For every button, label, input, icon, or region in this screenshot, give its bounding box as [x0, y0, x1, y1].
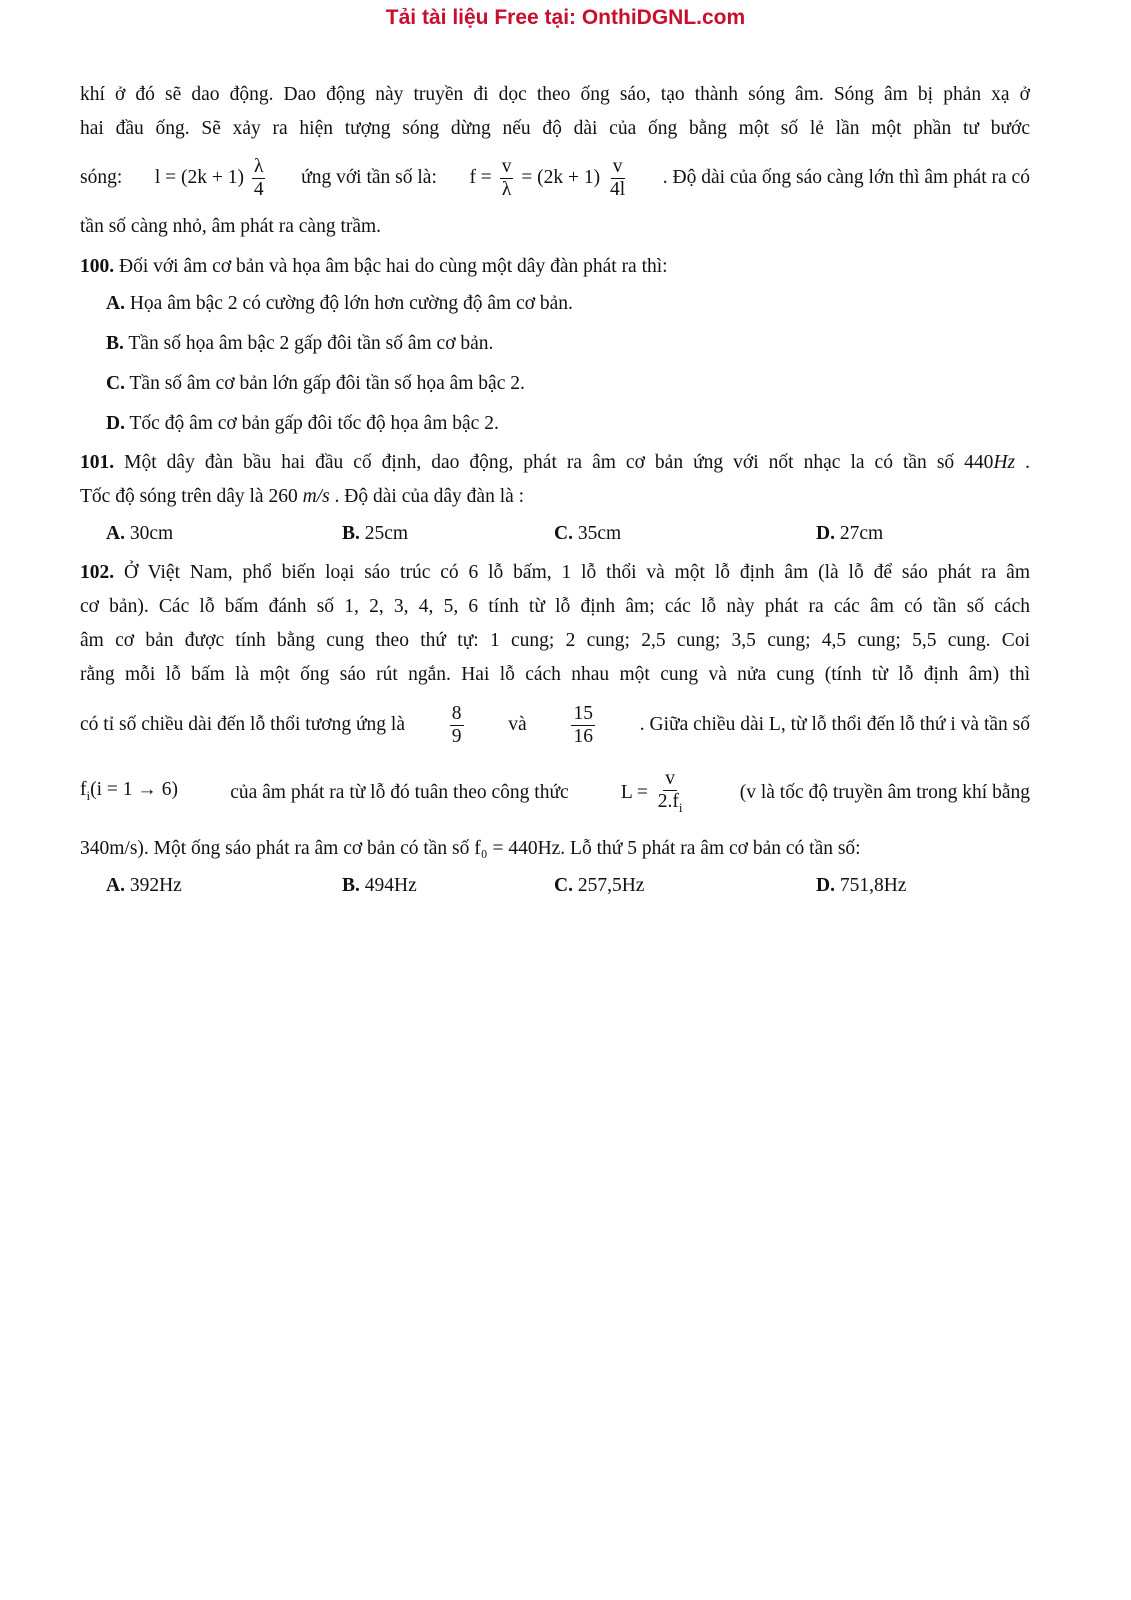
question-102-line-4: rằng mỗi lỗ bấm là một ống sáo rút ngắn. Hai lỗ cách nhau một cung và nửa cung (tính từ lỗ định âm) thì: [80, 664, 1030, 685]
question-102-line-3: âm cơ bản được tính bằng cung theo thứ tự: 1 cung; 2 cung; 2,5 cung; 3,5 cung; 4,5 cung; 5,5 cung. Coi: [80, 630, 1030, 651]
answer-option-b[interactable]: [342, 866, 554, 906]
line-6-text-a: của âm phát ra từ lỗ đó tuân theo công thức: [230, 782, 569, 803]
answer-option-a[interactable]: [80, 284, 1030, 324]
formula-mid-text: ứng với tần số là:: [301, 167, 437, 188]
line-5-and: và: [508, 714, 527, 735]
answer-option-d[interactable]: [80, 404, 1030, 444]
question-102-line-2: cơ bản). Các lỗ bấm đánh số 1, 2, 3, 4, 5, 6 tính từ lỗ định âm; các lỗ này phát ra các âm có tần số cách: [80, 596, 1030, 617]
fraction-numerator: 15: [573, 702, 593, 724]
frequency-fi: [80, 773, 178, 813]
formula-length: [155, 156, 269, 201]
formula-length-left: l = (2k + 1): [154, 166, 244, 188]
fraction-v-4l: [608, 156, 627, 201]
option-label: A.: [106, 875, 125, 896]
fraction-denominator: λ: [501, 178, 512, 200]
unit-hz: Hz: [993, 452, 1016, 473]
question-number: 101.: [80, 452, 115, 473]
answer-option-b[interactable]: [80, 324, 1030, 364]
question-text-b: Tốc độ sóng trên dây là 260: [80, 486, 303, 507]
unit-ms: m/s: [302, 486, 330, 507]
answer-option-d[interactable]: [816, 514, 1016, 554]
option-label: B.: [106, 333, 124, 354]
intro-formula-line: [80, 146, 1030, 210]
question-102-line-5: [80, 692, 1030, 758]
fraction-v-lambda: [500, 156, 514, 201]
question-101: [80, 446, 1030, 480]
fraction-8-9: [450, 703, 464, 748]
fraction-15-16: [571, 703, 595, 748]
answer-option-a[interactable]: [106, 866, 342, 906]
intro-line-4: tần số càng nhỏ, âm phát ra càng trầm.: [80, 216, 382, 237]
fraction-denominator: [656, 791, 685, 819]
question-text-a: Một dây đàn bầu hai đầu cố định, dao động, phát ra âm cơ bản ứng với nốt nhạc la có tần số 440: [124, 452, 994, 473]
subscript-i: i: [86, 787, 91, 803]
formula-L: [621, 768, 688, 819]
question-100-options: [80, 284, 1030, 444]
question-101-line-2: [80, 480, 1030, 514]
document-body: [80, 78, 1030, 906]
option-text: 27cm: [839, 523, 884, 544]
option-label: D.: [816, 875, 835, 896]
question-102-line-7: 340m/s). Một ống sáo phát ra âm cơ bản có tần số f₀ = 440Hz. Lỗ thứ 5 phát ra âm cơ bản có tần số:: [80, 838, 861, 859]
option-text: Tốc độ âm cơ bản gấp đôi tốc độ họa âm bậc 2.: [129, 413, 499, 434]
formula-L-left: L =: [620, 781, 648, 803]
option-text: 257,5Hz: [577, 875, 645, 896]
fraction-denominator: 16: [573, 725, 593, 747]
option-label: D.: [816, 523, 835, 544]
symbol-f: f: [80, 779, 87, 801]
index-range: (i = 1 → 6): [90, 779, 179, 801]
intro-line-1: khí ở đó sẽ dao động. Dao động này truyền đi dọc theo ống sáo, tạo thành sóng âm. Sóng âm bị phản xạ ở: [80, 84, 1030, 105]
line-5-text-a: có tỉ số chiều dài đến lỗ thổi tương ứng là: [80, 714, 405, 735]
option-text: 30cm: [129, 523, 174, 544]
question-text-a-end: .: [1015, 452, 1031, 473]
formula-suffix: . Độ dài của ống sáo càng lớn thì âm phát ra có: [662, 167, 1030, 188]
formula-prefix: sóng:: [80, 167, 123, 188]
option-text: Tần số họa âm bậc 2 gấp đôi tần số âm cơ bản.: [128, 333, 494, 354]
fraction-denominator: 9: [451, 725, 462, 747]
option-label: C.: [106, 373, 125, 394]
option-text: Tần số âm cơ bản lớn gấp đôi tần số họa âm bậc 2.: [129, 373, 525, 394]
fraction-numerator: v: [612, 155, 623, 177]
fraction-v-2fi: [656, 768, 685, 819]
question-102-line-1: Ở Việt Nam, phổ biến loại sáo trúc có 6 lỗ bấm, 1 lỗ thổi và một lỗ định âm (là lỗ để sáo phát ra âm: [124, 562, 1030, 583]
question-text: Đối với âm cơ bản và họa âm bậc hai do cùng một dây đàn phát ra thì:: [119, 256, 668, 277]
answer-option-c[interactable]: [554, 514, 816, 554]
denominator-text: 2.f: [657, 790, 679, 812]
answer-option-c[interactable]: [554, 866, 816, 906]
question-102-line-6: [80, 758, 1030, 828]
option-label: B.: [342, 875, 360, 896]
option-text: 25cm: [364, 523, 409, 544]
question-102-options: [80, 866, 1030, 906]
fraction-lambda-4: [252, 156, 266, 201]
answer-option-c[interactable]: [80, 364, 1030, 404]
option-label: D.: [106, 413, 125, 434]
question-text-b-end: . Độ dài của dây đàn là :: [329, 486, 525, 507]
fraction-denominator: 4: [253, 178, 264, 200]
fraction-numerator: v: [665, 767, 676, 789]
line-6-text-b: (v là tốc độ truyền âm trong khí bằng: [739, 782, 1030, 803]
question-101-options: [80, 514, 1030, 554]
option-text: 392Hz: [129, 875, 182, 896]
option-text: Họa âm bậc 2 có cường độ lớn hơn cường độ âm cơ bản.: [129, 293, 573, 314]
option-text: 35cm: [577, 523, 622, 544]
formula-frequency-mid: = (2k + 1): [521, 166, 601, 188]
formula-frequency: [469, 156, 630, 201]
option-label: A.: [106, 293, 125, 314]
option-label: C.: [554, 523, 573, 544]
line-5-text-b: . Giữa chiều dài L, từ lỗ thổi đến lỗ thứ i và tần số: [639, 714, 1030, 735]
fraction-numerator: 8: [451, 702, 462, 724]
option-label: B.: [342, 523, 360, 544]
site-header: Tải tài liệu Free tại: OnthiDGNL.com: [385, 6, 746, 29]
option-label: A.: [106, 523, 125, 544]
option-text: 494Hz: [364, 875, 417, 896]
fraction-denominator: 4l: [610, 178, 626, 200]
option-text: 751,8Hz: [839, 875, 907, 896]
fraction-numerator: λ: [254, 155, 264, 177]
answer-option-d[interactable]: [816, 866, 1016, 906]
intro-line-2: hai đầu ống. Sẽ xảy ra hiện tượng sóng dừng nếu độ dài của ống bằng một số lẻ lần một phần tư bước: [80, 118, 1030, 139]
answer-option-b[interactable]: [342, 514, 554, 554]
formula-frequency-left: f =: [469, 166, 492, 188]
question-102: [80, 556, 1030, 590]
fraction-numerator: v: [501, 155, 512, 177]
question-number: 100.: [80, 256, 115, 277]
question-100: [80, 250, 1030, 284]
answer-option-a[interactable]: [106, 514, 342, 554]
question-number: 102.: [80, 562, 115, 583]
subscript-i: i: [678, 799, 683, 815]
option-label: C.: [554, 875, 573, 896]
